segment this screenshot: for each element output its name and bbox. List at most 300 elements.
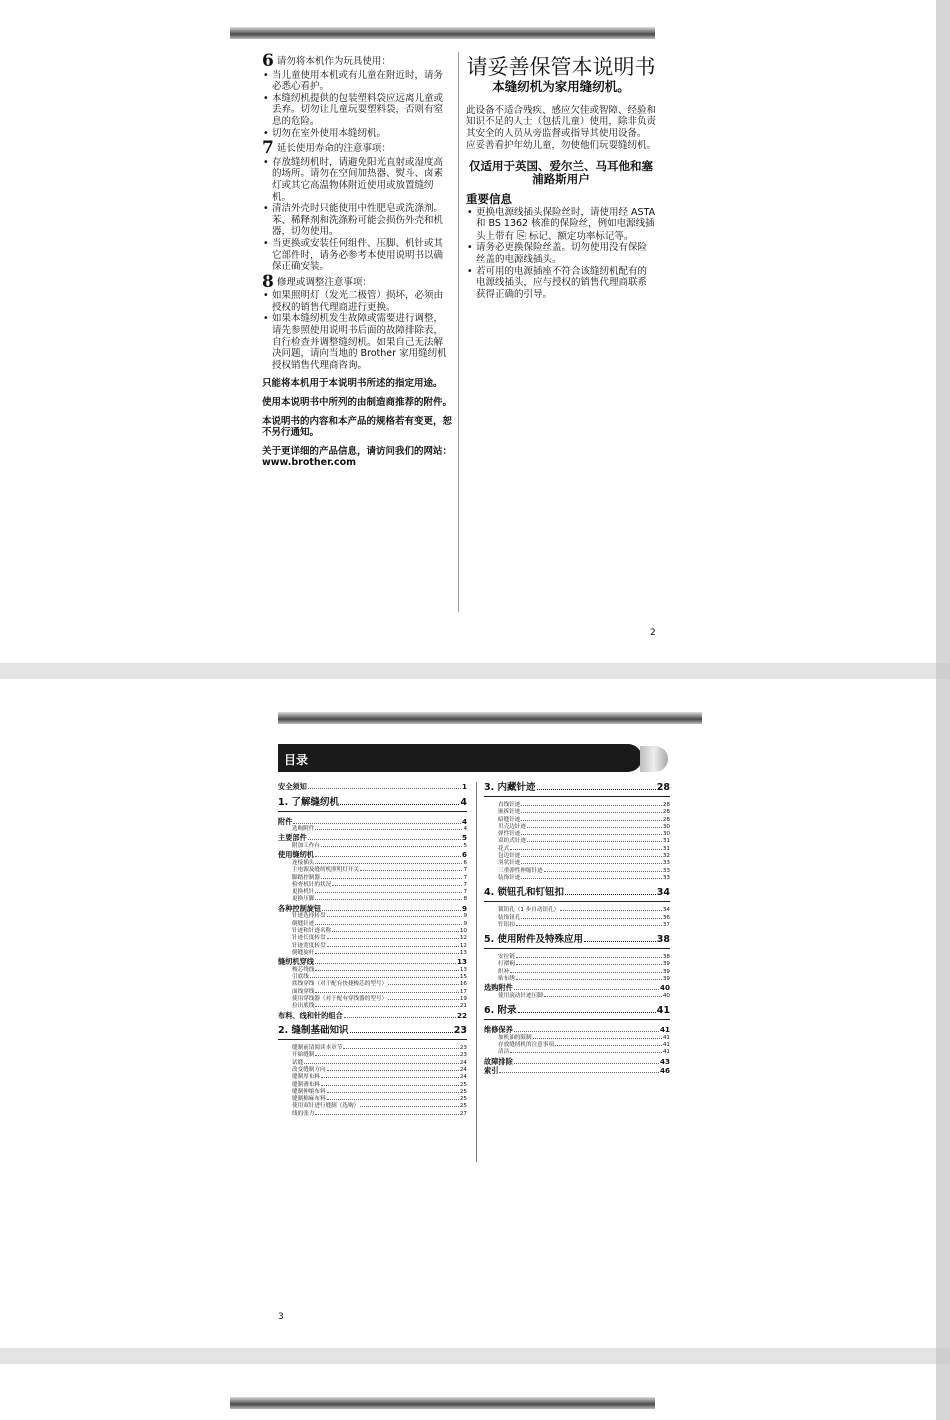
toc-entry-title: 缝制厚布料 bbox=[292, 1074, 320, 1081]
toc-entry-title: 缝制伸缩布料 bbox=[292, 1088, 326, 1095]
change-notice: 本说明书的内容和本产品的规格若有变更，恕不另行通知。 bbox=[262, 415, 453, 439]
toc-entry-title: 底线穿线（对于配有快捷梭芯的型号） bbox=[292, 981, 388, 988]
toc-entry-title: 更换机针 bbox=[292, 889, 315, 896]
toc-entry-title: 缝制棉麻布料 bbox=[292, 1096, 326, 1103]
toc-chapter-entry[interactable] bbox=[278, 797, 467, 812]
toc-entry-page: 4 bbox=[463, 826, 467, 833]
toc-entry-page: 41 bbox=[662, 1042, 670, 1049]
toc-entry-page: 8 bbox=[463, 896, 467, 903]
page-right-edge-mid bbox=[936, 679, 950, 1348]
toc-entry[interactable] bbox=[278, 867, 467, 874]
region-title: 仅适用于英国、爱尔兰、马耳他和塞浦路斯用户 bbox=[469, 158, 653, 186]
toc-entry-page: 23 bbox=[453, 1025, 467, 1037]
toc-entry-page: 34 bbox=[656, 887, 670, 899]
toc-entry-title: 缝制薄布料 bbox=[292, 1081, 320, 1088]
accessory-notice: 使用本说明书中所列的由制造商推荐的附件。 bbox=[262, 397, 453, 409]
toc-entry[interactable] bbox=[278, 913, 467, 920]
toc-title: 目录 bbox=[284, 753, 309, 767]
toc-leader-dots bbox=[327, 938, 459, 939]
toc-leader-dots bbox=[315, 863, 462, 864]
toc-entry-title: 贝壳边针迹 bbox=[498, 823, 526, 830]
toc-entry-title: 弹性针迹 bbox=[498, 831, 521, 838]
toc-entry-title: 缝制前请阅读本章节 bbox=[292, 1045, 343, 1052]
toc-leader-dots bbox=[321, 878, 462, 879]
section-8-heading bbox=[262, 271, 452, 292]
toc-leader-dots bbox=[560, 910, 662, 911]
toc-leader-dots bbox=[327, 916, 463, 917]
toc-entry-title: 试缝 bbox=[292, 1059, 304, 1066]
important-info-title: 重要信息 bbox=[466, 191, 512, 206]
toc-entry-page: 31 bbox=[662, 845, 670, 852]
toc-entry-page: 40 bbox=[659, 983, 670, 993]
toc-entry-title: 打褶裥 bbox=[498, 961, 515, 968]
toc-leader-dots bbox=[388, 999, 459, 1000]
page-gap-bottom bbox=[0, 1348, 950, 1364]
toc-leader-dots bbox=[527, 827, 662, 828]
toc-entry-title: 清洁 bbox=[498, 1049, 510, 1056]
toc-leader-dots bbox=[521, 878, 661, 879]
toc-entry-page: 13 bbox=[456, 957, 467, 967]
toc-entry-page: 9 bbox=[463, 913, 467, 920]
toc-entry-page: 7 bbox=[463, 889, 467, 896]
toc-entry[interactable] bbox=[484, 907, 670, 914]
toc-entry-title: 梭芯绕线 bbox=[292, 966, 315, 973]
toc-entry[interactable] bbox=[278, 1103, 467, 1110]
toc-entry-page: 41 bbox=[662, 1034, 670, 1041]
toc-entry[interactable] bbox=[484, 993, 670, 1000]
toc-leader-dots bbox=[521, 834, 661, 835]
toc-entry-page: 24 bbox=[459, 1059, 467, 1066]
toc-entry-title: 附加工作台 bbox=[292, 843, 320, 850]
toc-entry-title: 面线穿线 bbox=[292, 988, 315, 995]
toc-leader-dots bbox=[521, 918, 661, 919]
toc-leader-dots bbox=[514, 1063, 659, 1064]
toc-entry-title: 针迹长度转盘 bbox=[292, 935, 326, 942]
page-number: 2 bbox=[650, 628, 656, 638]
toc-entry[interactable] bbox=[278, 1074, 467, 1081]
toc-entry-page: 4 bbox=[460, 796, 467, 808]
page4-header-bar bbox=[230, 1397, 655, 1409]
toc-entry-page: 33 bbox=[662, 867, 670, 874]
toc-entry-title: 维修保养 bbox=[484, 1025, 513, 1035]
toc-leader-dots bbox=[315, 992, 458, 993]
toc-entry-page: 34 bbox=[662, 907, 670, 914]
toc-entry[interactable] bbox=[484, 1042, 670, 1049]
toc-entry-page: 15 bbox=[459, 974, 467, 981]
toc-entry[interactable] bbox=[484, 969, 670, 976]
toc-entry-page: 46 bbox=[659, 1066, 670, 1076]
toc-right-column bbox=[484, 782, 670, 1076]
toc-entry-title: 各种控制旋钮 bbox=[278, 903, 322, 913]
toc-entry-title: 针迹宽度转盘 bbox=[292, 942, 326, 949]
toc-entry-page: 28 bbox=[662, 802, 670, 808]
list-item: • 切勿在室外使用本缝纫机。 bbox=[272, 128, 452, 140]
toc-entry[interactable] bbox=[484, 875, 670, 882]
section-8-list bbox=[262, 290, 452, 371]
toc-entry[interactable] bbox=[278, 1052, 467, 1059]
toc-leader-dots bbox=[310, 977, 459, 978]
toc-entry[interactable] bbox=[484, 922, 670, 929]
toc-entry-page: 22 bbox=[456, 1010, 467, 1020]
toc-leader-dots bbox=[344, 1017, 456, 1018]
toc-entry[interactable] bbox=[278, 967, 467, 974]
household-subtitle: 本缝纫机为家用缝纫机。 bbox=[492, 79, 630, 94]
toc-entry-title: 6. 附录 bbox=[484, 1005, 517, 1017]
toc-entry-page: 25 bbox=[459, 1096, 467, 1103]
toc-leader-dots bbox=[332, 885, 462, 886]
toc-entry[interactable] bbox=[484, 915, 670, 922]
toc-entry[interactable] bbox=[484, 860, 670, 867]
toc-entry[interactable] bbox=[278, 1011, 467, 1021]
section-7-list bbox=[262, 157, 452, 273]
page3-header-bar bbox=[278, 712, 702, 724]
page2-header-bar bbox=[230, 27, 655, 39]
toc-leader-dots bbox=[584, 941, 656, 942]
toc-leader-dots bbox=[315, 856, 461, 857]
children-paragraph: 应妥善看护年幼儿童，勿使他们玩耍缝纫机。 bbox=[466, 140, 657, 152]
toc-entry-title: 引底线 bbox=[292, 974, 309, 981]
toc-entry-page: 32 bbox=[662, 853, 670, 860]
toc-entry[interactable] bbox=[484, 1066, 670, 1076]
toc-entry[interactable] bbox=[278, 843, 467, 850]
toc-leader-dots bbox=[521, 805, 661, 806]
page-number: 3 bbox=[278, 1312, 284, 1322]
toc-entry-title: 3. 内藏针迹 bbox=[484, 782, 536, 793]
toc-entry[interactable] bbox=[484, 961, 670, 968]
toc-entry-title: 嵌拆针迹 bbox=[498, 809, 521, 816]
fuse-mark-icon: ⎘ bbox=[517, 228, 526, 242]
toc-entry[interactable] bbox=[278, 943, 467, 950]
toc-entry-page: 39 bbox=[662, 961, 670, 968]
toc-entry[interactable] bbox=[278, 904, 467, 914]
toc-entry-page: 39 bbox=[662, 976, 670, 983]
toc-entry-title: 针迹选择转盘 bbox=[292, 913, 326, 920]
list-item: • 存放缝纫机时，请避免阳光直射或湿度高的场所。请勿在空间加热器、熨斗、卤素灯或其它高温物体附近使用或放置缝纫机。 bbox=[272, 157, 452, 203]
toc-entry-title: 包边针迹 bbox=[498, 853, 521, 860]
toc-entry-title: 使用双针进行缝制（选购） bbox=[292, 1103, 360, 1110]
toc-leader-dots bbox=[533, 1038, 662, 1039]
toc-leader-dots bbox=[555, 1045, 662, 1046]
toc-entry-page: 38 bbox=[662, 954, 670, 961]
toc-entry-page: 23 bbox=[459, 1052, 467, 1059]
toc-entry-title: 主电源及缝纫机照明灯开关 bbox=[292, 867, 360, 874]
toc-chapter-entry[interactable] bbox=[484, 887, 670, 902]
toc-entry-title: 选购附件 bbox=[484, 983, 513, 993]
toc-entry-page: 10 bbox=[459, 927, 467, 934]
toc-entry-page: 41 bbox=[659, 1025, 670, 1035]
toc-leader-dots bbox=[350, 1032, 453, 1033]
toc-entry-page: 24 bbox=[459, 1066, 467, 1073]
toc-leader-dots bbox=[322, 910, 461, 911]
toc-entry[interactable] bbox=[484, 976, 670, 983]
toc-entry-page: 25 bbox=[459, 1088, 467, 1095]
toc-entry-page: 6 bbox=[463, 859, 467, 866]
toc-chapter-entry[interactable] bbox=[484, 1005, 670, 1020]
toc-entry-page: 7 bbox=[463, 867, 467, 874]
toc-leader-dots bbox=[521, 812, 661, 813]
toc-entry-title: 羽状针迹 bbox=[498, 860, 521, 867]
toc-entry-page: 9 bbox=[463, 920, 467, 927]
toc-leader-dots bbox=[321, 846, 462, 847]
toc-entry-page: 17 bbox=[459, 988, 467, 995]
toc-left-column bbox=[278, 782, 467, 1118]
column-divider bbox=[476, 782, 477, 1162]
toc-entry-title: 布料、线和针的组合 bbox=[278, 1010, 343, 1020]
toc-entry-title: 安拉链 bbox=[498, 954, 515, 961]
toc-entry-title: 贴布绣 bbox=[498, 976, 515, 983]
toc-entry-title: 主要部件 bbox=[278, 833, 307, 843]
toc-entry-page: 43 bbox=[659, 1056, 670, 1066]
toc-entry[interactable] bbox=[484, 809, 670, 816]
section-number: 7 bbox=[262, 138, 274, 159]
toc-entry-title: 暗缝针迹 bbox=[498, 816, 521, 823]
toc-leader-dots bbox=[315, 892, 462, 893]
toc-entry[interactable] bbox=[484, 983, 670, 993]
toc-entry-title: 附件 bbox=[278, 816, 293, 826]
toc-leader-dots bbox=[327, 1099, 459, 1100]
toc-entry-page: 39 bbox=[662, 968, 670, 975]
section-title: 修理或调整注意事项： bbox=[276, 276, 372, 288]
keep-manual-title: 请妥善保管本说明书 bbox=[466, 55, 656, 79]
toc-leader-dots bbox=[308, 788, 461, 789]
toc-entry-title: 检查机针的状况 bbox=[292, 881, 332, 888]
toc-entry-page: 25 bbox=[459, 1081, 467, 1088]
toc-entry-title: 选购附件 bbox=[292, 826, 315, 833]
toc-entry[interactable] bbox=[278, 1003, 467, 1010]
toc-tab-decoration bbox=[640, 746, 668, 772]
toc-leader-dots bbox=[327, 946, 459, 947]
toc-entry-page: 28 bbox=[662, 816, 670, 823]
toc-entry-page: 38 bbox=[656, 934, 670, 946]
toc-leader-dots bbox=[360, 1106, 459, 1107]
toc-leader-dots bbox=[544, 996, 662, 997]
toc-entry-title: 锁钮孔（1 步自动钮孔） bbox=[498, 907, 560, 914]
toc-entry-page: 13 bbox=[459, 966, 467, 973]
toc-entry[interactable] bbox=[278, 850, 467, 860]
list-item: • 如果照明灯（发光二极管）损坏，必须由授权的销售代理商进行更换。 bbox=[272, 290, 452, 313]
toc-entry-page: 33 bbox=[662, 860, 670, 867]
toc-leader-dots bbox=[544, 871, 662, 872]
section-number: 8 bbox=[262, 271, 274, 292]
toc-leader-dots bbox=[315, 970, 458, 971]
toc-entry-title: 故障排除 bbox=[484, 1056, 513, 1066]
toc-leader-dots bbox=[514, 1031, 659, 1032]
toc-chapter-entry[interactable] bbox=[484, 934, 670, 949]
list-item bbox=[476, 207, 656, 243]
toc-entry-title: 2. 缝制基础知识 bbox=[278, 1025, 349, 1037]
toc-leader-dots bbox=[516, 957, 662, 958]
toc-entry-page: 30 bbox=[662, 823, 670, 830]
section-6-list bbox=[262, 70, 452, 140]
toc-entry[interactable] bbox=[484, 868, 670, 875]
toc-entry[interactable] bbox=[278, 989, 467, 996]
toc-entry-title: 改变缝制方向 bbox=[292, 1066, 326, 1073]
toc-leader-dots bbox=[527, 841, 662, 842]
toc-entry-title: 存放缝纫机的注意事项 bbox=[498, 1042, 554, 1049]
toc-entry[interactable] bbox=[278, 1060, 467, 1067]
list-item: • 当儿童使用本机或有儿童在附近时，请务必悉心看护。 bbox=[272, 70, 452, 93]
toc-leader-dots bbox=[537, 789, 656, 790]
toc-entry[interactable] bbox=[278, 921, 467, 928]
toc-entry-page: 7 bbox=[463, 874, 467, 881]
toc-entry[interactable] bbox=[484, 1025, 670, 1035]
toc-entry[interactable] bbox=[484, 817, 670, 824]
toc-leader-dots bbox=[521, 820, 661, 821]
section-7-heading bbox=[262, 138, 452, 159]
toc-entry-title: 加机油的限制 bbox=[498, 1034, 532, 1041]
toc-leader-dots bbox=[360, 870, 462, 871]
toc-entry-title: 使用滚动针迹压脚 bbox=[498, 992, 543, 999]
toc-entry[interactable] bbox=[278, 1082, 467, 1089]
toc-entry-title: 装饰钮孔 bbox=[498, 914, 521, 921]
toc-entry-page: 19 bbox=[459, 995, 467, 1002]
toc-entry-title: 倒缝针迹 bbox=[292, 920, 315, 927]
toc-entry-page: 37 bbox=[662, 921, 670, 928]
toc-entry-page: 25 bbox=[459, 1103, 467, 1110]
toc-entry-page: 31 bbox=[662, 838, 670, 845]
toc-entry-page: 16 bbox=[459, 981, 467, 988]
toc-entry-title: 使用缝纫机 bbox=[278, 850, 314, 860]
toc-entry-title: 索引 bbox=[484, 1066, 499, 1076]
toc-entry[interactable] bbox=[278, 981, 467, 988]
toc-entry-title: 4. 锁钮孔和钉钮扣 bbox=[484, 887, 565, 899]
toc-entry[interactable] bbox=[484, 1057, 670, 1067]
toc-entry-page: 23 bbox=[459, 1045, 467, 1052]
toc-leader-dots bbox=[327, 1092, 459, 1093]
supervision-paragraph: 此设备不适合残疾、感应欠佳或智障、经验和知识不足的人士（包括儿童）使用，除非负责其安全的人员从旁监督或指导其使用设备。 bbox=[466, 104, 657, 139]
toc-leader-dots bbox=[565, 894, 656, 895]
toc-leader-dots bbox=[327, 1070, 459, 1071]
toc-leader-dots bbox=[321, 1077, 459, 1078]
toc-leader-dots bbox=[499, 1072, 659, 1073]
toc-entry[interactable] bbox=[278, 833, 467, 843]
toc-entry-page: 12 bbox=[459, 942, 467, 949]
toc-entry-title: 倒缝旋杆 bbox=[292, 949, 315, 956]
toc-leader-dots bbox=[304, 1063, 459, 1064]
toc-entry-page: 1 bbox=[461, 782, 467, 791]
toc-entry-title: 织补 bbox=[498, 968, 510, 975]
toc-entry-page: 5 bbox=[463, 843, 467, 850]
toc-leader-dots bbox=[516, 964, 662, 965]
toc-chapter-entry[interactable] bbox=[484, 782, 670, 797]
toc-entry[interactable] bbox=[484, 846, 670, 853]
page-gap-top bbox=[0, 663, 950, 679]
toc-leader-dots bbox=[510, 1052, 662, 1053]
toc-entry-page: 28 bbox=[656, 782, 670, 793]
list-item: • 若可用的电源插座不符合该缝纫机配有的电源线插头，应与授权的销售代理商联系获得正确的引导。 bbox=[476, 266, 656, 301]
list-item: • 如果本缝纫机发生故障或需要进行调整，请先参照使用说明书后面的故障排除表，自行检查并调整缝纫机。如果自己无法解决问题，请向当地的 Brother 家用缝纫机授权销售代理商咨询。 bbox=[272, 313, 452, 371]
toc-leader-dots bbox=[315, 1114, 458, 1115]
toc-leader-dots bbox=[308, 839, 461, 840]
page2-left-column bbox=[262, 52, 452, 469]
toc-leader-dots bbox=[510, 849, 662, 850]
toc-entry-title: 1. 了解缝纫机 bbox=[278, 796, 340, 808]
toc-leader-dots bbox=[315, 899, 462, 900]
toc-chapter-entry[interactable] bbox=[278, 1025, 467, 1040]
toc-entry-page: 21 bbox=[459, 1003, 467, 1010]
toc-leader-dots bbox=[343, 1048, 459, 1049]
fuse-text-after: 标记、额定功率标记等。 bbox=[528, 230, 634, 242]
website-notice: 关于更详细的产品信息，请访问我们的网站：www.brother.com bbox=[262, 445, 453, 469]
toc-banner bbox=[278, 744, 642, 772]
toc-leader-dots bbox=[514, 989, 659, 990]
toc-entry-title: 装饰针迹 bbox=[498, 874, 521, 881]
toc-entry-title: 使用穿线器（对于配有穿线器的型号） bbox=[292, 995, 388, 1002]
toc-entry[interactable] bbox=[278, 935, 467, 942]
toc-entry-page: 36 bbox=[662, 914, 670, 921]
toc-entry-title: 5. 使用附件及特殊应用 bbox=[484, 934, 584, 946]
toc-entry-title: 针迹和针迹名称 bbox=[292, 927, 332, 934]
toc-entry[interactable] bbox=[278, 782, 467, 792]
column-divider bbox=[458, 52, 459, 612]
toc-leader-dots bbox=[332, 931, 459, 932]
fuse-text-before: 更换电源线插头保险丝时，请使用经 ASTA 和 BS 1362 核准的保险丝，例如电源线插头上带有 bbox=[476, 206, 656, 242]
toc-entry-title: 安全须知 bbox=[278, 782, 307, 791]
toc-entry-page: 5 bbox=[461, 833, 467, 843]
toc-entry-page: 41 bbox=[662, 1049, 670, 1056]
page-right-edge-bottom bbox=[936, 1364, 950, 1420]
toc-leader-dots bbox=[315, 924, 462, 925]
section-title: 请勿将本机作为玩具使用： bbox=[276, 56, 391, 67]
toc-entry[interactable] bbox=[278, 957, 467, 967]
page-right-edge-top bbox=[936, 0, 950, 663]
toc-leader-dots bbox=[388, 984, 459, 985]
toc-leader-dots bbox=[315, 953, 458, 954]
toc-entry-title: 更换压脚 bbox=[292, 896, 315, 903]
section-title: 延长使用寿命的注意事项： bbox=[276, 143, 391, 155]
toc-entry-page: 7 bbox=[463, 881, 467, 888]
toc-entry[interactable] bbox=[278, 875, 467, 882]
toc-entry[interactable] bbox=[278, 817, 467, 827]
toc-entry-title: 线的张力 bbox=[292, 1110, 315, 1117]
toc-leader-dots bbox=[315, 963, 456, 964]
section-6-heading bbox=[262, 51, 452, 71]
toc-leader-dots bbox=[516, 979, 662, 980]
toc-entry[interactable] bbox=[278, 896, 467, 903]
toc-entry-title: 开始缝制 bbox=[292, 1052, 315, 1059]
toc-entry-page: 4 bbox=[461, 816, 467, 826]
toc-entry-page: 30 bbox=[662, 831, 670, 838]
toc-leader-dots bbox=[321, 1085, 459, 1086]
toc-entry[interactable] bbox=[484, 838, 670, 845]
toc-entry-title: 三重弹性伸缩针迹 bbox=[498, 867, 543, 874]
toc-entry[interactable] bbox=[278, 950, 467, 957]
toc-entry-title: 钉钮扣 bbox=[498, 921, 515, 928]
toc-entry-title: 花式 bbox=[498, 845, 510, 852]
toc-entry-page: 9 bbox=[461, 903, 467, 913]
toc-entry[interactable] bbox=[484, 1049, 670, 1056]
toc-entry-page: 13 bbox=[459, 949, 467, 956]
toc-entry-title: 脚踏控制器 bbox=[292, 874, 320, 881]
toc-leader-dots bbox=[315, 1055, 458, 1056]
toc-entry-page: 6 bbox=[461, 850, 467, 860]
usage-notice: 只能将本机用于本说明书所述的指定用途。 bbox=[262, 378, 443, 390]
toc-leader-dots bbox=[510, 972, 662, 973]
section-number: 6 bbox=[262, 51, 274, 71]
toc-leader-dots bbox=[521, 856, 661, 857]
list-item: • 清洁外壳时只能使用中性肥皂或洗涤剂。苯、稀释剂和洗涤粉可能会损伤外壳和机器，切勿使用。 bbox=[272, 203, 452, 238]
toc-entry[interactable] bbox=[278, 1111, 467, 1118]
important-info-list bbox=[466, 207, 656, 301]
toc-entry-title: 连接插头 bbox=[292, 859, 315, 866]
toc-entry-page: 41 bbox=[656, 1005, 670, 1017]
toc-leader-dots bbox=[340, 804, 459, 805]
toc-entry-title: 直线针迹 bbox=[498, 802, 521, 808]
toc-leader-dots bbox=[516, 925, 662, 926]
list-item: • 请务必更换保险丝盖。切勿使用没有保险丝盖的电源线插头。 bbox=[476, 242, 656, 265]
toc-entry[interactable] bbox=[278, 826, 467, 833]
toc-leader-dots bbox=[521, 863, 661, 864]
